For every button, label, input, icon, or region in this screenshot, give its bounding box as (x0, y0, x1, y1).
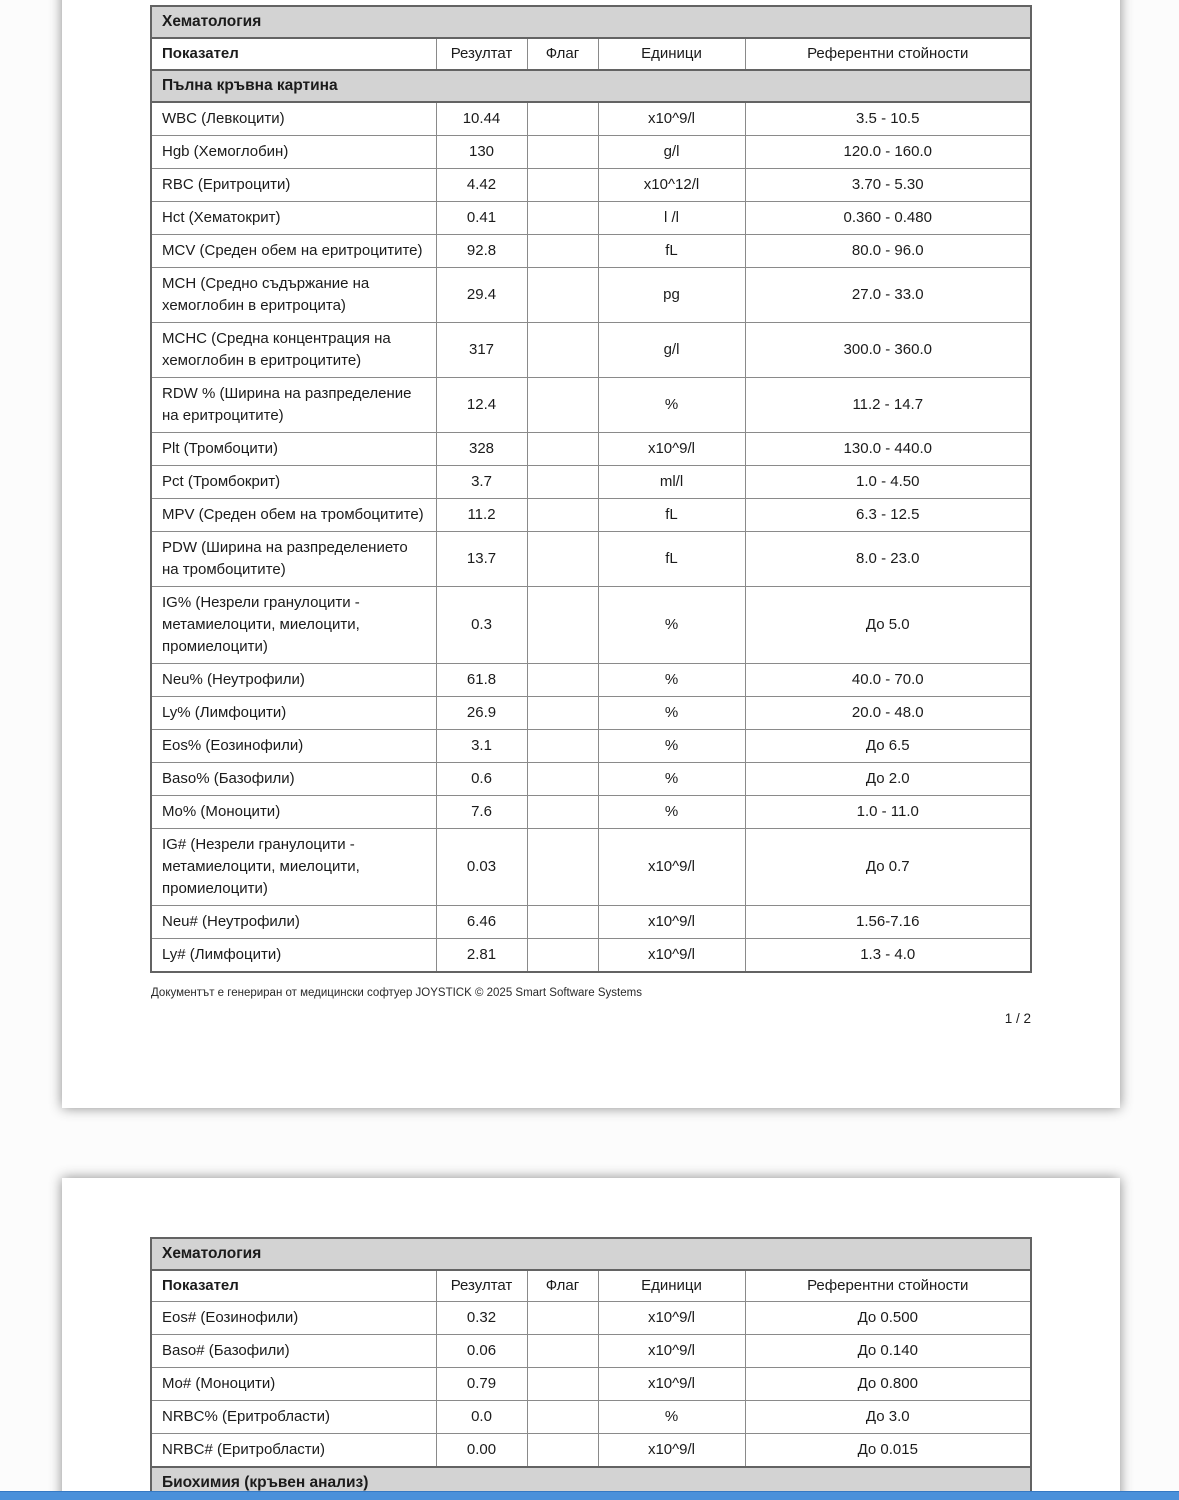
column-header-units: Единици (598, 38, 745, 70)
units-cell: x10^9/l (598, 1302, 745, 1335)
table-row (151, 169, 1031, 202)
units-cell: % (598, 730, 745, 763)
table-row (151, 1401, 1031, 1434)
result-cell: 0.06 (436, 1335, 527, 1368)
ref-cell: 130.0 - 440.0 (745, 433, 1031, 466)
table-row (151, 323, 1031, 378)
ref-cell: 11.2 - 14.7 (745, 378, 1031, 433)
units-cell: x10^9/l (598, 1434, 745, 1468)
flag-cell (527, 235, 598, 268)
result-cell: 4.42 (436, 169, 527, 202)
table-row (151, 466, 1031, 499)
result-cell: 3.1 (436, 730, 527, 763)
param-cell: Eos# (Еозинофили) (151, 1302, 436, 1335)
table-row (151, 499, 1031, 532)
column-header-result: Резултат (436, 38, 527, 70)
table-row (151, 906, 1031, 939)
flag-cell (527, 102, 598, 136)
ref-cell: 300.0 - 360.0 (745, 323, 1031, 378)
units-cell: % (598, 763, 745, 796)
units-cell: % (598, 664, 745, 697)
table-row (151, 1335, 1031, 1368)
units-cell: x10^9/l (598, 906, 745, 939)
param-cell: IG# (Незрели гранулоцити - метамиелоцити, миелоцити, промиелоцити) (151, 829, 436, 906)
flag-cell (527, 323, 598, 378)
ref-cell: 8.0 - 23.0 (745, 532, 1031, 587)
ref-cell: 0.360 - 0.480 (745, 202, 1031, 235)
units-cell: x10^9/l (598, 829, 745, 906)
ref-cell: 1.0 - 11.0 (745, 796, 1031, 829)
result-cell: 26.9 (436, 697, 527, 730)
flag-cell (527, 378, 598, 433)
column-header-flag: Флаг (527, 1270, 598, 1302)
result-cell: 29.4 (436, 268, 527, 323)
result-cell: 0.6 (436, 763, 527, 796)
param-cell: Neu# (Неутрофили) (151, 906, 436, 939)
flag-cell (527, 587, 598, 664)
flag-cell (527, 697, 598, 730)
column-header-reference: Референтни стойности (745, 1270, 1031, 1302)
param-cell: RBC (Еритроцити) (151, 169, 436, 202)
ref-cell: 20.0 - 48.0 (745, 697, 1031, 730)
table-row (151, 136, 1031, 169)
column-header-flag: Флаг (527, 38, 598, 70)
param-cell: Baso% (Базофили) (151, 763, 436, 796)
units-cell: % (598, 378, 745, 433)
result-cell: 0.03 (436, 829, 527, 906)
units-cell: pg (598, 268, 745, 323)
param-cell: Neu% (Неутрофили) (151, 664, 436, 697)
table-row (151, 939, 1031, 973)
ref-cell: 120.0 - 160.0 (745, 136, 1031, 169)
units-cell: fL (598, 235, 745, 268)
result-cell: 10.44 (436, 102, 527, 136)
result-cell: 0.3 (436, 587, 527, 664)
column-header-row (151, 38, 1031, 70)
units-cell: % (598, 697, 745, 730)
param-cell: Eos% (Еозинофили) (151, 730, 436, 763)
subsection-title: Пълна кръвна картина (151, 70, 1031, 102)
bottom-blue-bar[interactable] (0, 1491, 1179, 1500)
param-cell: MPV (Среден обем на тромбоцитите) (151, 499, 436, 532)
column-header-row-p2 (151, 1270, 1031, 1302)
table-row (151, 532, 1031, 587)
flag-cell (527, 169, 598, 202)
table-row (151, 587, 1031, 664)
flag-cell (527, 763, 598, 796)
result-cell: 0.79 (436, 1368, 527, 1401)
flag-cell (527, 1302, 598, 1335)
ref-cell: До 5.0 (745, 587, 1031, 664)
param-cell: Plt (Тромбоцити) (151, 433, 436, 466)
table-row (151, 202, 1031, 235)
section-header-hematology (151, 6, 1031, 38)
hematology-table-page2 (150, 1237, 1032, 1500)
ref-cell: 27.0 - 33.0 (745, 268, 1031, 323)
ref-cell: До 0.140 (745, 1335, 1031, 1368)
flag-cell (527, 796, 598, 829)
units-cell: x10^9/l (598, 939, 745, 973)
ref-cell: До 0.500 (745, 1302, 1031, 1335)
ref-cell: До 3.0 (745, 1401, 1031, 1434)
param-cell: Baso# (Базофили) (151, 1335, 436, 1368)
result-cell: 0.41 (436, 202, 527, 235)
table-row (151, 1434, 1031, 1468)
flag-cell (527, 433, 598, 466)
document-page-2 (62, 1178, 1120, 1500)
flag-cell (527, 906, 598, 939)
section-title: Хематология (151, 1238, 1031, 1270)
document-page-1 (62, 0, 1120, 1108)
flag-cell (527, 1335, 598, 1368)
param-cell: PDW (Ширина на разпределението на тромбоцитите) (151, 532, 436, 587)
units-cell: l /l (598, 202, 745, 235)
table-row (151, 730, 1031, 763)
ref-cell: 3.5 - 10.5 (745, 102, 1031, 136)
result-cell: 0.00 (436, 1434, 527, 1468)
column-header-indicator: Показател (151, 1270, 436, 1302)
units-cell: ml/l (598, 466, 745, 499)
ref-cell: До 2.0 (745, 763, 1031, 796)
units-cell: fL (598, 499, 745, 532)
units-cell: % (598, 796, 745, 829)
column-header-result: Резултат (436, 1270, 527, 1302)
flag-cell (527, 730, 598, 763)
flag-cell (527, 1401, 598, 1434)
param-cell: MCH (Средно съдържание на хемоглобин в еритроцита) (151, 268, 436, 323)
param-cell: MCV (Среден обем на еритроцитите) (151, 235, 436, 268)
units-cell: x10^9/l (598, 102, 745, 136)
result-cell: 0.32 (436, 1302, 527, 1335)
param-cell: Mo% (Моноцити) (151, 796, 436, 829)
result-cell: 7.6 (436, 796, 527, 829)
param-cell: Ly% (Лимфоцити) (151, 697, 436, 730)
param-cell: WBC (Левкоцити) (151, 102, 436, 136)
result-cell: 3.7 (436, 466, 527, 499)
result-cell: 130 (436, 136, 527, 169)
section-title: Хематология (151, 6, 1031, 38)
ref-cell: До 0.015 (745, 1434, 1031, 1468)
table-row (151, 433, 1031, 466)
units-cell: g/l (598, 323, 745, 378)
page1-rows (151, 102, 1031, 972)
result-cell: 61.8 (436, 664, 527, 697)
generator-note: Документът е генериран от медицински софтуер JOYSTICK © 2025 Smart Software Systems (151, 987, 642, 999)
param-cell: MCHC (Средна концентрация на хемоглобин в еритроцитите) (151, 323, 436, 378)
param-cell: NRBC# (Еритробласти) (151, 1434, 436, 1468)
result-cell: 12.4 (436, 378, 527, 433)
table-row (151, 1302, 1031, 1335)
param-cell: NRBC% (Еритробласти) (151, 1401, 436, 1434)
table-row (151, 378, 1031, 433)
ref-cell: 6.3 - 12.5 (745, 499, 1031, 532)
flag-cell (527, 1368, 598, 1401)
table-row (151, 268, 1031, 323)
column-header-indicator: Показател (151, 38, 436, 70)
ref-cell: До 0.7 (745, 829, 1031, 906)
ref-cell: 1.56-7.16 (745, 906, 1031, 939)
param-cell: Hgb (Хемоглобин) (151, 136, 436, 169)
units-cell: x10^12/l (598, 169, 745, 202)
hematology-table-page1 (150, 5, 1032, 973)
section-header-cbc (151, 70, 1031, 102)
ref-cell: 3.70 - 5.30 (745, 169, 1031, 202)
flag-cell (527, 136, 598, 169)
units-cell: % (598, 1401, 745, 1434)
param-cell: Hct (Хематокрит) (151, 202, 436, 235)
param-cell: IG% (Незрели гранулоцити - метамиелоцити, миелоцити, промиелоцити) (151, 587, 436, 664)
flag-cell (527, 268, 598, 323)
param-cell: Pct (Тромбокрит) (151, 466, 436, 499)
result-cell: 317 (436, 323, 527, 378)
column-header-reference: Референтни стойности (745, 38, 1031, 70)
result-cell: 11.2 (436, 499, 527, 532)
result-cell: 0.0 (436, 1401, 527, 1434)
ref-cell: 80.0 - 96.0 (745, 235, 1031, 268)
flag-cell (527, 466, 598, 499)
units-cell: x10^9/l (598, 1368, 745, 1401)
param-cell: RDW % (Ширина на разпределение на еритроцитите) (151, 378, 436, 433)
table-row (151, 829, 1031, 906)
flag-cell (527, 829, 598, 906)
units-cell: % (598, 587, 745, 664)
section-title: Биохимия (кръвен анализ) (151, 1467, 1031, 1499)
param-cell: Mo# (Моноцити) (151, 1368, 436, 1401)
ref-cell: До 6.5 (745, 730, 1031, 763)
flag-cell (527, 664, 598, 697)
result-cell: 13.7 (436, 532, 527, 587)
flag-cell (527, 1434, 598, 1468)
param-cell: Ly# (Лимфоцити) (151, 939, 436, 973)
section-header-hematology-p2 (151, 1238, 1031, 1270)
flag-cell (527, 499, 598, 532)
units-cell: g/l (598, 136, 745, 169)
table-row (151, 763, 1031, 796)
page2-rows (151, 1302, 1031, 1468)
ref-cell: 1.0 - 4.50 (745, 466, 1031, 499)
table-row (151, 235, 1031, 268)
flag-cell (527, 532, 598, 587)
result-cell: 2.81 (436, 939, 527, 973)
table-row (151, 664, 1031, 697)
units-cell: x10^9/l (598, 433, 745, 466)
result-cell: 328 (436, 433, 527, 466)
table-row (151, 1368, 1031, 1401)
table-row (151, 796, 1031, 829)
ref-cell: 40.0 - 70.0 (745, 664, 1031, 697)
units-cell: fL (598, 532, 745, 587)
ref-cell: До 0.800 (745, 1368, 1031, 1401)
ref-cell: 1.3 - 4.0 (745, 939, 1031, 973)
result-cell: 92.8 (436, 235, 527, 268)
flag-cell (527, 939, 598, 973)
units-cell: x10^9/l (598, 1335, 745, 1368)
page-number: 1 / 2 (1004, 1011, 1031, 1026)
table-row (151, 697, 1031, 730)
flag-cell (527, 202, 598, 235)
column-header-units: Единици (598, 1270, 745, 1302)
result-cell: 6.46 (436, 906, 527, 939)
table-row (151, 102, 1031, 136)
